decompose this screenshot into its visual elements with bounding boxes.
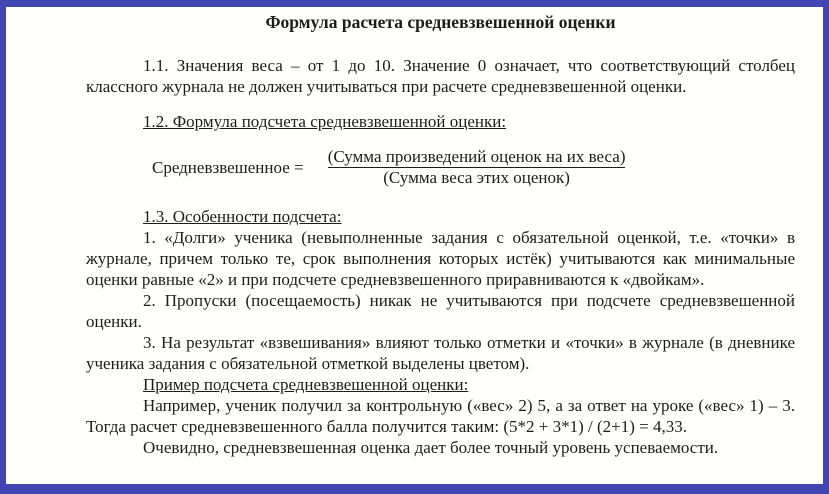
list-item-1: 1. «Долги» ученика (невыполненные задания с обязательной оценкой, т.е. «точки» в журнале, причем только те, срок выполнения которых истёк) учитываются как минимальные оценки равные «2» и при подсчете средневзвешенного приравниваются к «двойкам».: [86, 228, 795, 289]
weighted-average-formula: [152, 146, 795, 188]
formula-fraction: [306, 146, 648, 188]
example-heading: Пример подсчета средневзвешенной оценки:: [143, 375, 469, 394]
paragraph-1-1: 1.1. Значения веса – от 1 до 10. Значение 0 означает, что соответствующий столбец классного журнала не должен учитываться при расчете средневзвешенной оценки.: [86, 56, 795, 96]
document-content: [6, 7, 823, 458]
closing-paragraph: Очевидно, средневзвешенная оценка дает более точный уровень успеваемости.: [143, 438, 719, 457]
formula-denominator: (Сумма веса этих оценок): [383, 168, 570, 187]
formula-numerator: (Сумма произведений оценок на их веса): [327, 147, 626, 166]
example-paragraph: Например, ученик получил за контрольную («вес» 2) 5, а за ответ на уроке («вес» 1) – 3. Тогда расчет средневзвешенного балла получится таким: (5*2 + 3*1) / (2+1) = 4,33.: [86, 396, 795, 436]
list-item-3: 3. На результат «взвешивания» влияют только отметки и «точки» в журнале (в дневнике ученика задания с обязательной отметкой выделены цветом).: [86, 333, 795, 373]
document-title: Формула расчета средневзвешенной оценки: [265, 12, 616, 32]
heading-1-2: 1.2. Формула подсчета средневзвешенной оценки:: [143, 112, 507, 131]
heading-1-3: 1.3. Особенности подсчета:: [143, 207, 342, 226]
formula-label: Средневзвешенное =: [152, 157, 304, 177]
list-item-2: 2. Пропуски (посещаемость) никак не учитываются при подсчете средневзвешенной оценки.: [86, 291, 795, 331]
